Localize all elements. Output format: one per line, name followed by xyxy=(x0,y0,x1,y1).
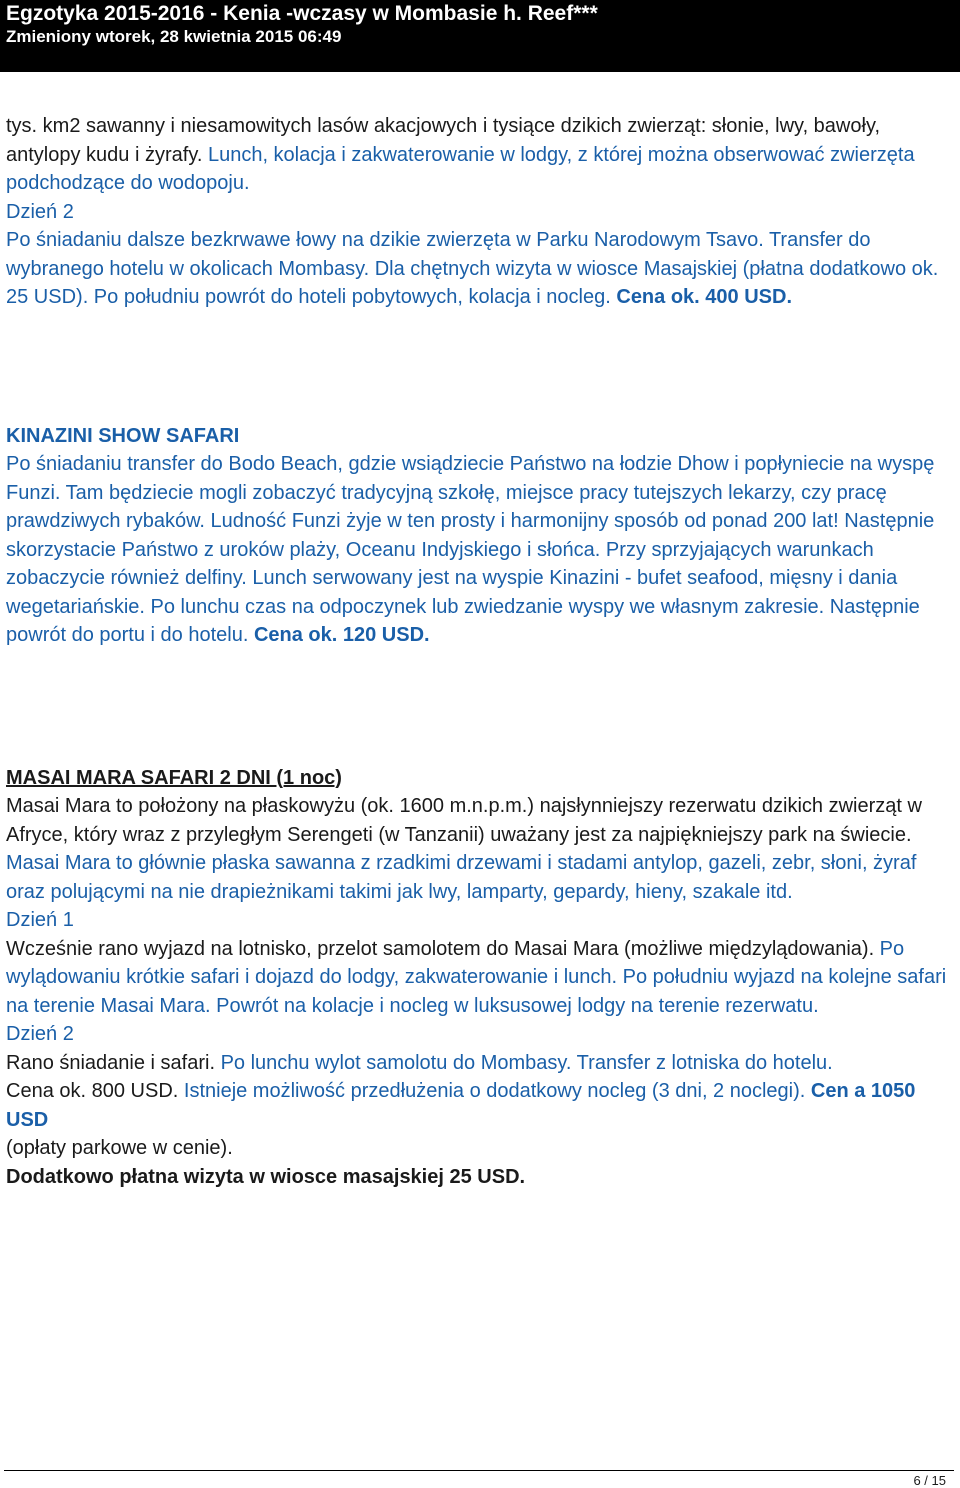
day-heading: Dzień 2 xyxy=(6,200,74,223)
price: Cen a 1050 USD xyxy=(6,1080,916,1131)
text: Masai Mara to położony na płaskowyżu (ok. 1600 m.n.p.m.) najsłynniejszy rezerwatu dzikich zwierząt w Afryce, który wraz z przyległym Serengeti (w Tanzanii) uważany jest za najpiękniejszy park na świecie. xyxy=(6,795,922,846)
text: tys. km2 sawanny i niesamowitych lasów akacjowych i tysiące dzikich zwierząt: słonie, lwy, bawoły, antylopy kudu i żyrafy. xyxy=(6,115,881,166)
text: Lunch serwowany jest na wyspie Kinazini - bufet seafood, mięsny i dania wegetariańskie. xyxy=(6,567,898,618)
text: Następnie powrót do portu i do hotelu. xyxy=(6,595,920,646)
text: Lunch, kolacja i zakwaterowanie w lodgy, z której można obserwować zwierzęta podchodzące do wodopoju. xyxy=(6,143,915,194)
text: Rano śniadanie i safari. xyxy=(6,1051,216,1074)
page-header xyxy=(0,0,960,72)
text: Masai Mara to głównie płaska sawanna z rzadkimi drzewami i stadami antylop, gazeli, zebr, słoni, żyraf oraz polującymi na nie drapieżnikami takimi jak lwy, lamparty, gepardy, hieny, szakale itd. xyxy=(6,852,917,903)
paragraph xyxy=(6,226,956,312)
paragraph xyxy=(6,1049,956,1135)
page-title: Egzotyka 2015-2016 - Kenia -wczasy w Mombasie h. Reef*** xyxy=(6,2,598,25)
text: Tam będziecie mogli zobaczyć tradycyjną szkołę, miejsce pracy tutejszych lekarzy, czy pracę prawdziwych rybaków. xyxy=(6,481,887,532)
text: Cena ok. 800 USD. xyxy=(6,1080,179,1102)
footer-divider xyxy=(4,1470,954,1471)
extra-note: Dodatkowo płatna wizyta w wiosce masajskiej 25 USD. xyxy=(6,1165,526,1188)
price: Cena ok. 120 USD. xyxy=(248,624,430,646)
text: Po śniadaniu dalsze bezkrwawe łowy na dzikie zwierzęta w Parku Narodowym Tsavo. xyxy=(6,229,764,251)
section-heading: KINAZINI SHOW SAFARI xyxy=(6,424,240,447)
paragraph xyxy=(6,112,956,198)
text: Po śniadaniu transfer do Bodo Beach, gdzie wsiądziecie Państwo na łodzie Dhow i popłyniecie na wyspę Funzi. xyxy=(6,453,935,504)
text: Przy sprzyjających warunkach zobaczycie również delfiny. xyxy=(6,538,874,589)
text: Dla chętnych wizyta w wiosce Masajskiej (płatna dodatkowo ok. 25 USD). xyxy=(6,257,939,308)
text: Transfer do wybranego hotelu w okolicach Mombasy. xyxy=(6,229,871,280)
text: Wcześnie rano wyjazd na lotnisko, przelot samolotem do Masai Mara (możliwe międzylądowania). xyxy=(6,937,875,960)
day-heading: Dzień 1 xyxy=(6,909,74,931)
text: Ludność Funzi żyje w ten prosty i harmonijny sposób od ponad 200 lat! xyxy=(204,510,839,532)
price: Cena ok. 400 USD. xyxy=(610,286,792,308)
modified-date: Zmieniony wtorek, 28 kwietnia 2015 06:49 xyxy=(6,27,342,46)
text: Transfer z lotniska do hotelu. xyxy=(571,1051,833,1074)
section-heading: MASAI MARA SAFARI 2 DNI (1 noc) xyxy=(6,766,342,789)
page-number: 6 / 15 xyxy=(913,1473,946,1488)
article-content xyxy=(6,112,956,1191)
paragraph xyxy=(6,450,956,650)
text: Po lunchu wylot samolotu do Mombasy. xyxy=(215,1051,572,1074)
text: Po wylądowaniu krótkie safari i dojazd do lodgy, zakwaterowanie i lunch. xyxy=(6,937,905,988)
text: Po południu powrót do hoteli pobytowych, kolacja i nocleg. xyxy=(88,286,611,308)
fees-note: (opłaty parkowe w cenie). xyxy=(6,1137,233,1159)
text: Istnieje możliwość przedłużenia o dodatkowy nocleg (3 dni, 2 noclegi). xyxy=(178,1080,806,1102)
text: Po lunchu czas na odpoczynek lub zwiedzanie wyspy we własnym zakresie. xyxy=(144,595,825,618)
text: Po południu wyjazd na kolejne safari na terenie Masai Mara. xyxy=(6,966,947,1017)
text: Powrót na kolacje i nocleg w luksusowej lodgy na terenie rezerwatu. xyxy=(210,994,819,1017)
text: Następnie skorzystacie Państwo z uroków plaży, Oceanu Indyjskiego i słońca. xyxy=(6,510,935,561)
paragraph xyxy=(6,935,956,1021)
day-heading: Dzień 2 xyxy=(6,1023,74,1045)
paragraph xyxy=(6,792,956,906)
